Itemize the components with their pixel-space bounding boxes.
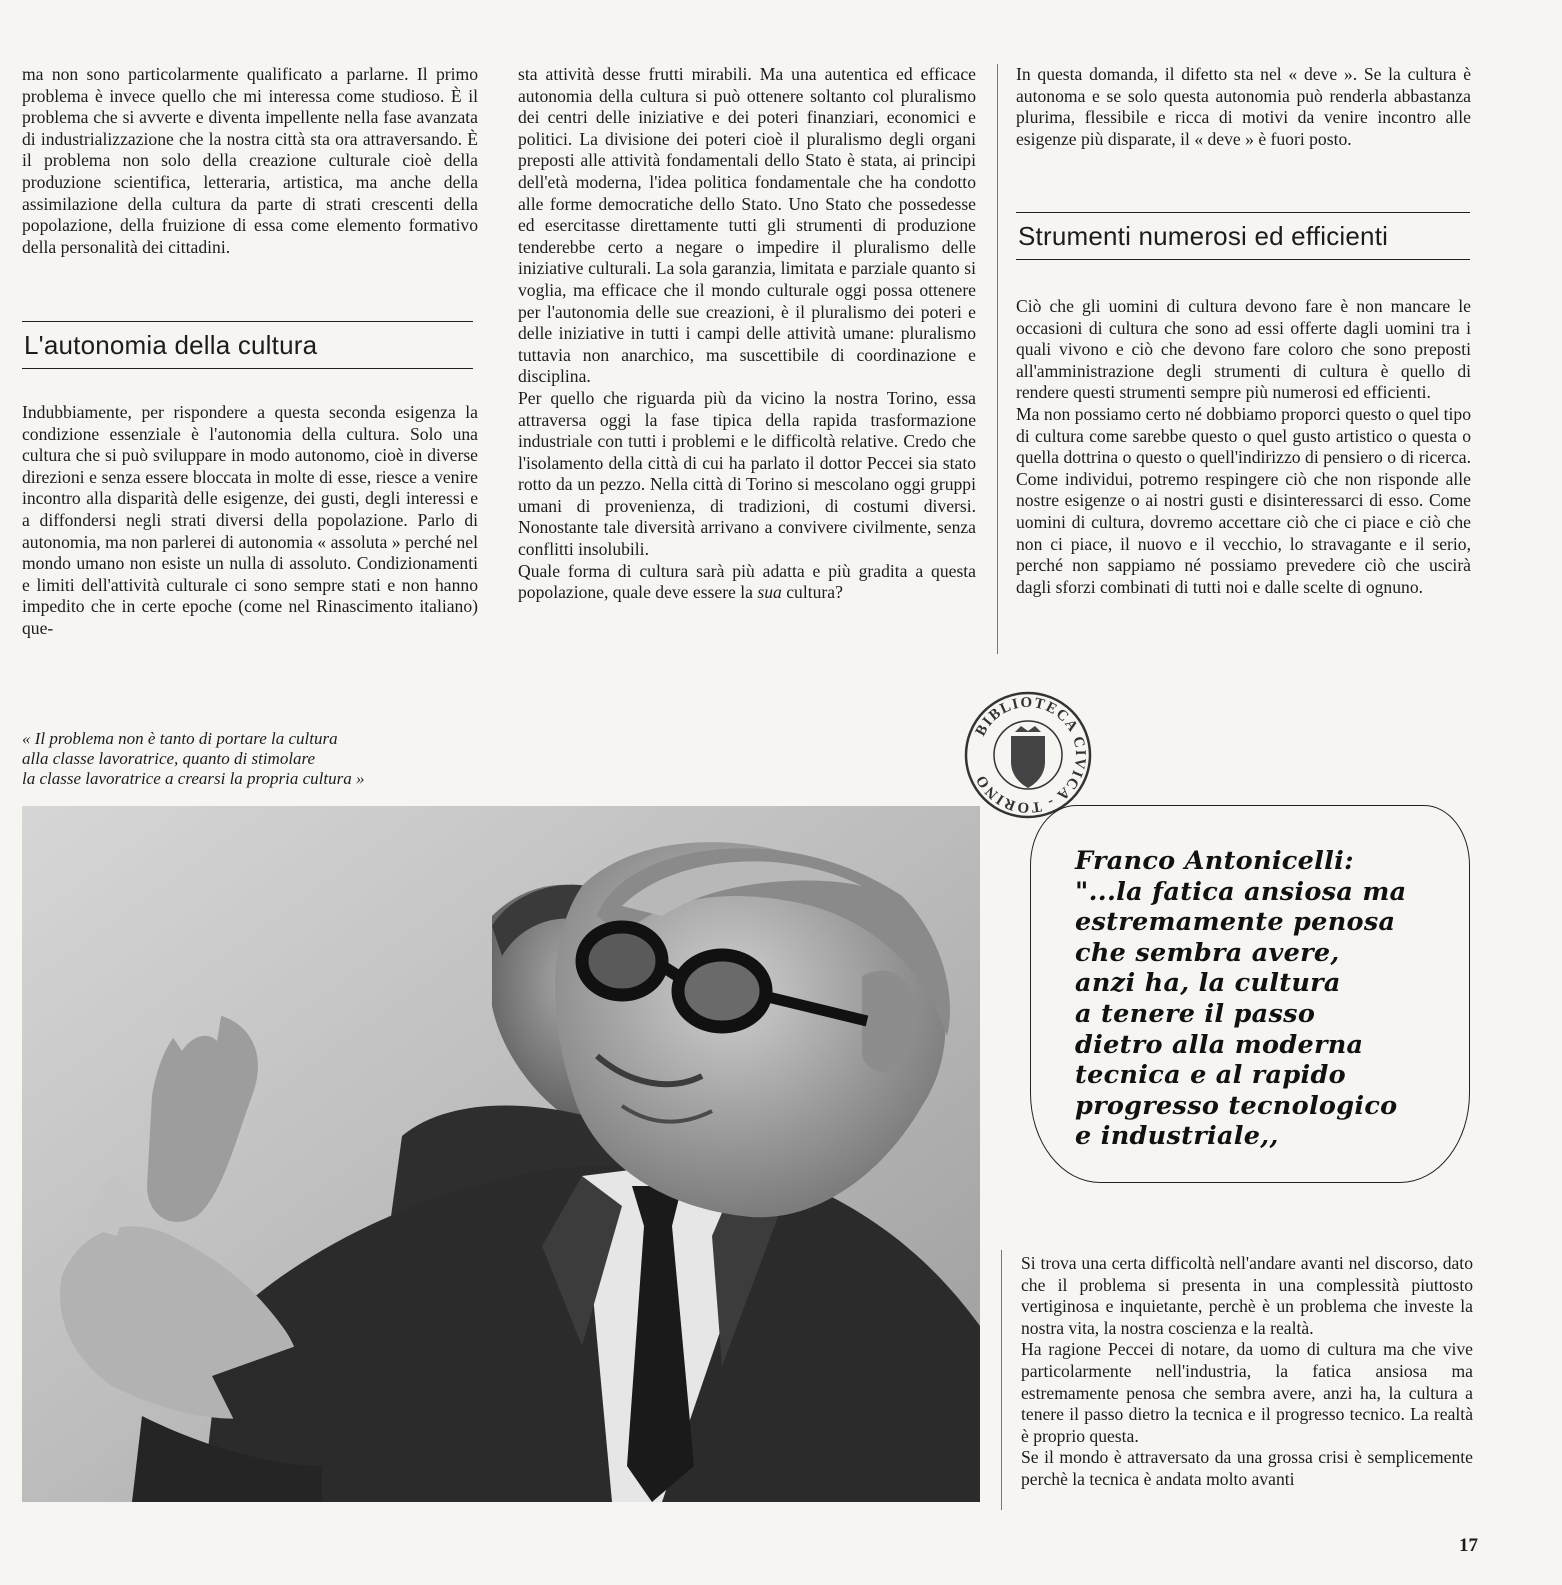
quote-line: tecnica e al rapido: [1075, 1060, 1346, 1091]
stamp-text: BIBLIOTECA CIVICA - TORINO: [972, 694, 1089, 816]
photo-caption: [22, 729, 442, 789]
page-number: 17: [1459, 1535, 1478, 1556]
column-3-paragraph-1: In questa domanda, il difetto sta nel « deve ». Se la cultura è autonoma e se solo questa autonomia può renderla abbastanza plurima, flessibile e ricca di motivi da venire incontro alle esigenze più disparate, il « deve » è fuori posto.: [1016, 64, 1471, 149]
pull-quote: [1030, 805, 1470, 1183]
column-3-paragraph-3: Ma non possiamo certo né dobbiamo proporci questo o quel tipo di cultura come sarebbe questo o quel gusto artistico o questa o quella dottrina o questo o quell'indirizzo di pensiero o di ricerca. Come individui, potremo respingere ciò che non risponde alle nostre esigenze o ai nostri gusti e disinteressarci di esso. Come uomini di cultura, dovremo accettare ciò che ci piace e ciò che non ci piace, il nuovo e il vecchio, lo stravagante e il serio, perché non sappiamo né possiamo prevedere ciò che uscirà dagli sforzi combinati di tutti noi e dalle scelte di ognuno.: [1016, 403, 1471, 597]
portrait-photo: [22, 806, 980, 1502]
quote-line: a tenere il passo: [1075, 998, 1316, 1029]
column-1-paragraph-1: ma non sono particolarmente qualificato a parlarne. Il primo problema è invece quello che mi interessa come studioso. È il problema che si avverte e diventa impellente nella fase avanzata di industrializzazione che la nostra città sta ora attraversando. È il problema non solo della creazione culturale cioè della produzione scientifica, letteraria, artistica, ma anche della assimilazione della cultura da parte di strati crescenti della popolazione, della fruizione di essa come elemento formativo della personalità dei cittadini.: [22, 64, 478, 257]
quote-line: e industriale,,: [1075, 1121, 1279, 1152]
column-3-paragraph-2: Ciò che gli uomini di cultura devono fare è non mancare le occasioni di cultura che sono ad essi offerte dagli uomini tra i quali vivono e ciò che devono fare coloro che sono preposti all'amministrazione degli strumenti di cultura è quello di rendere questi strumenti sempre più numerosi ed efficienti.: [1016, 296, 1471, 403]
quote-line: anzi ha, la cultura: [1075, 968, 1341, 999]
caption-line-3: la classe lavoratrice a crearsi la propria cultura »: [22, 769, 365, 788]
column-1-paragraph-2: Indubbiamente, per rispondere a questa seconda esigenza la condizione essenziale è l'autonomia della cultura. Solo una cultura che si può sviluppare in modo autonomo, cioè in diverse direzioni e senza essere bloccata in molte di esse, riesce a venire incontro alla disparità delle esigenze, dei gusti, degli interessi e a diffondersi negli strati diversi della popolazione. Parlo di autonomia, ma non parlerei di autonomia « assoluta » perché nel mondo umano non esiste un nulla di assoluto. Condizionamenti e limiti dell'attività culturale ci sono sempre stati e non hanno impedito che in certe epoche (come nel Rinascimento italiano) que-: [22, 402, 478, 638]
column-3-lower: [1021, 1253, 1473, 1491]
column-divider: [997, 64, 998, 654]
column-2-paragraph-3: [518, 561, 976, 604]
column-1-lower: [22, 402, 478, 640]
column-divider-lower: [1001, 1250, 1002, 1510]
quote-attribution: Franco Antonicelli:: [1075, 846, 1354, 876]
quote-line: "...la fatica ansiosa ma: [1075, 876, 1407, 907]
column-3-lower-paragraph-3: Se il mondo è attraversato da una grossa crisi è semplicemente perchè la tecnica è andata molto avanti: [1021, 1447, 1473, 1489]
paragraph-3-italic: sua: [757, 582, 782, 603]
library-stamp: [961, 688, 1095, 822]
column-3-lower-paragraph-1: Si trova una certa difficoltà nell'andare avanti nel discorso, dato che il problema si presenta in una complessità piuttosto vertiginosa e inquietante, perchè è un problema che investe la nostra vita, la nostra coscienza e la realtà.: [1021, 1253, 1473, 1338]
heading-autonomia: [22, 321, 473, 369]
column-2: [518, 64, 976, 604]
caption-line-2: alla classe lavoratrice, quanto di stimolare: [22, 749, 316, 768]
quote-line: che sembra avere,: [1075, 937, 1340, 968]
quote-line: estremamente penosa: [1075, 907, 1396, 938]
column-3-middle: [1016, 296, 1471, 598]
column-2-paragraph-2: Per quello che riguarda più da vicino la nostra Torino, essa attraversa oggi la fase tipica della rapida trasformazione industriale con tutti i problemi e le difficoltà relative. Credo che l'isolamento della città di cui ha parlato il dottor Peccei sia stato rotto da un pezzo. Nella città di Torino si mescolano oggi gruppi umani di provenienza, di tradizioni, di costumi diversi. Nonostante tale diversità arrivano a convivere civilmente, senza conflitti insolubili.: [518, 387, 976, 560]
paragraph-3-end: cultura?: [781, 582, 843, 603]
column-2-paragraph-1: sta attività desse frutti mirabili. Ma una autentica ed efficace autonomia della cultura si può ottenere soltanto col pluralismo dei centri delle iniziative e dei poteri finanziari, economici e politici. La divisione dei poteri cioè il pluralismo degli organi preposti alle attività fondamentali dello Stato è stata, ai principi dell'età moderna, l'idea politica fondamentale che ha condotto alle forme democratiche dello Stato. Uno Stato che possedesse ed esercitasse direttamente tutti gli strumenti di produzione tenderebbe certo a negare o impedire il pluralismo delle iniziative culturali. La sola garanzia, limitata e parziale quanto si voglia, ma efficace che il mondo culturale oggi possa ottenere per l'autonomia delle sue creazioni, è il pluralismo dei poteri e delle iniziative in tutti i campi delle attività umane: pluralismo tuttavia non anarchico, ma suscettibile di coordinazione e disciplina.: [518, 64, 976, 387]
heading-strumenti: [1016, 212, 1470, 260]
coat-of-arms-icon: [1011, 736, 1045, 788]
column-1: [22, 64, 478, 258]
quote-line: dietro alla moderna: [1075, 1029, 1364, 1060]
section-heading: Strumenti numerosi ed efficienti: [1018, 221, 1389, 251]
column-3: [1016, 64, 1471, 150]
column-3-lower-paragraph-2: Ha ragione Peccei di notare, da uomo di cultura ma che vive particolarmente nell'industria, la fatica ansiosa ma estremamente penosa che sembra avere, anzi ha, la cultura a tenere il passo dietro la tecnica e il progresso tecnico. La realtà è proprio questa.: [1021, 1339, 1473, 1446]
paragraph-3-start: Quale forma di cultura sarà più adatta e più gradita a questa popolazione, quale deve essere la: [518, 560, 976, 603]
section-heading: L'autonomia della cultura: [24, 330, 318, 360]
quote-line: progresso tecnologico: [1075, 1090, 1398, 1121]
caption-line-1: « Il problema non è tanto di portare la cultura: [22, 729, 338, 748]
